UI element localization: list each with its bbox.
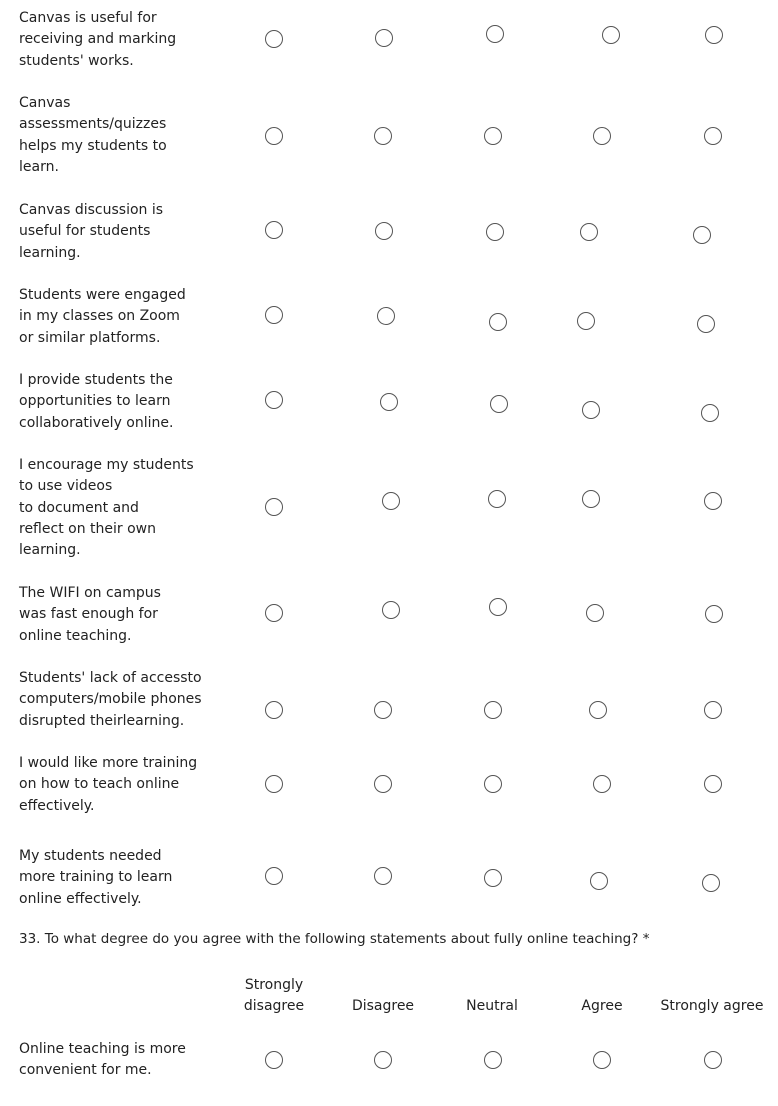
radio-option[interactable] [265,391,283,409]
radio-option[interactable] [602,26,620,44]
radio-option[interactable] [593,1051,611,1069]
radio-option[interactable] [374,127,392,145]
radio-option[interactable] [697,315,715,333]
radio-option[interactable] [704,127,722,145]
statement-label: I would like more training on how to teach online effectively. [19,755,198,814]
radio-option[interactable] [377,307,395,325]
radio-option[interactable] [382,601,400,619]
radio-option[interactable] [484,701,502,719]
statement-label: The WIFI on campus was fast enough for online teaching. [19,585,161,644]
scale-label-strongly-disagree: Strongly disagree [243,977,305,1014]
radio-option[interactable] [489,598,507,616]
radio-option[interactable] [265,221,283,239]
radio-option[interactable] [577,312,595,330]
radio-option[interactable] [701,404,719,422]
radio-option[interactable] [582,401,600,419]
radio-option[interactable] [593,775,611,793]
radio-option[interactable] [382,492,400,510]
scale-label-strongly-agree: Strongly agree [660,998,764,1014]
radio-option[interactable] [488,490,506,508]
statement-label: Students were engaged in my classes on Zoom or similar platforms. [19,287,186,346]
radio-option[interactable] [705,605,723,623]
radio-option[interactable] [586,604,604,622]
radio-option[interactable] [265,867,283,885]
radio-option[interactable] [702,874,720,892]
radio-option[interactable] [374,701,392,719]
radio-option[interactable] [265,30,283,48]
radio-option[interactable] [589,701,607,719]
statement-label: Canvas assessments/quizzes helps my students to learn. [19,95,167,175]
scale-label-agree: Agree [581,998,623,1014]
radio-option[interactable] [593,127,611,145]
radio-option[interactable] [375,222,393,240]
radio-option[interactable] [486,25,504,43]
radio-option[interactable] [374,1051,392,1069]
radio-option[interactable] [484,869,502,887]
radio-option[interactable] [265,498,283,516]
radio-option[interactable] [375,29,393,47]
radio-option[interactable] [704,1051,722,1069]
radio-option[interactable] [484,1051,502,1069]
statement-label: I provide students the opportunities to learn collaboratively online. [19,372,174,431]
statement-label: My students needed more training to learn online effectively. [19,848,173,907]
statement-label: I encourage my students to use videos to document and reflect on their own learning. [19,457,194,559]
radio-option[interactable] [265,306,283,324]
statement-label: Canvas discussion is useful for students learning. [19,202,164,261]
radio-option[interactable] [489,313,507,331]
radio-option[interactable] [693,226,711,244]
radio-option[interactable] [490,395,508,413]
scale-label-disagree: Disagree [351,998,415,1014]
radio-option[interactable] [374,775,392,793]
radio-option[interactable] [374,867,392,885]
radio-option[interactable] [704,775,722,793]
question-title: 33. To what degree do you agree with the following statements about fully online teaching? * [19,931,650,947]
radio-option[interactable] [265,127,283,145]
radio-option[interactable] [265,701,283,719]
radio-option[interactable] [265,775,283,793]
radio-option[interactable] [582,490,600,508]
radio-option[interactable] [704,701,722,719]
radio-option[interactable] [484,127,502,145]
radio-option[interactable] [580,223,598,241]
radio-option[interactable] [486,223,504,241]
radio-option[interactable] [484,775,502,793]
statement-label: Online teaching is more convenient for me. [19,1041,186,1079]
radio-option[interactable] [590,872,608,890]
scale-label-neutral: Neutral [466,998,518,1014]
statement-label: Canvas is useful for receiving and marking students' works. [19,10,177,69]
radio-option[interactable] [265,604,283,622]
radio-option[interactable] [380,393,398,411]
radio-option[interactable] [705,26,723,44]
radio-option[interactable] [265,1051,283,1069]
statement-label: Students' lack of accessto computers/mobile phones disrupted theirlearning. [19,670,202,729]
radio-option[interactable] [704,492,722,510]
